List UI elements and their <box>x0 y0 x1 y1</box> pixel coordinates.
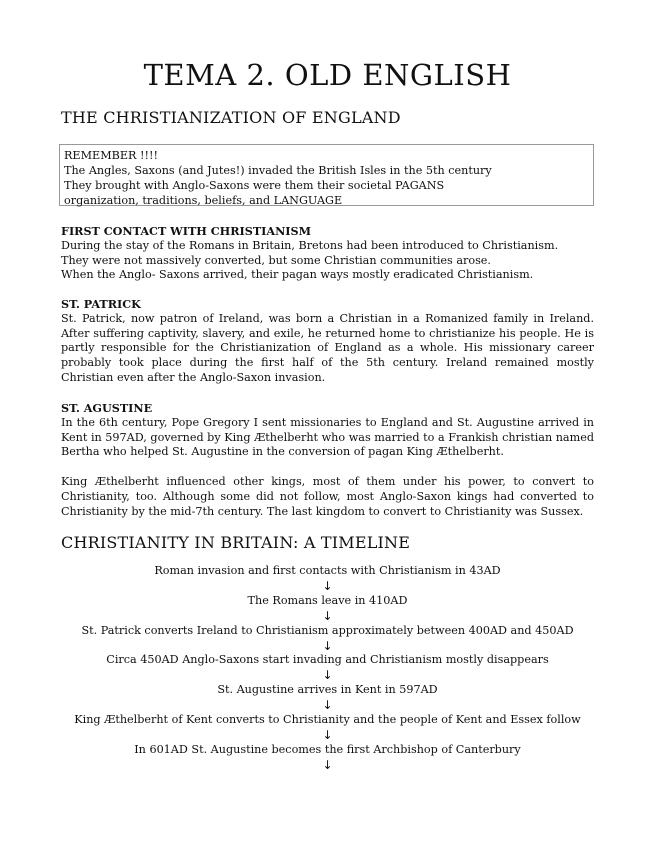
remember-line: organization, traditions, beliefs, and LANGUAGE <box>64 194 343 207</box>
timeline-item: St. Augustine arrives in Kent in 597AD <box>217 683 438 697</box>
timeline-item: The Romans leave in 410AD <box>247 593 408 607</box>
st-agustine-heading: ST. AGUSTINE <box>61 401 153 415</box>
down-arrow-icon: ↓ <box>322 638 333 653</box>
remember-line: They brought with Anglo-Saxons were them their societal PAGANS <box>64 179 445 192</box>
timeline-item: In 601AD St. Augustine becomes the first Archbishop of Canterbury <box>134 742 521 756</box>
down-arrow-icon: ↓ <box>322 578 333 593</box>
remember-line: The Angles, Saxons (and Jutes!) invaded the British Isles in the 5th century <box>64 164 492 177</box>
st-agustine-paragraph-1: In the 6th century, Pope Gregory I sent missionaries to England and St. Augustine arrived in Kent in 597AD, governed by King Æthelberht who was married to a Frankish christian named Bertha who helped St. Augustine in the conversion of pagan King Æthelberht. <box>61 415 594 459</box>
st-agustine-section <box>61 401 594 519</box>
timeline-item: Circa 450AD Anglo-Saxons start invading and Christianism mostly disappears <box>106 653 549 667</box>
page-title: TEMA 2. OLD ENGLISH <box>143 58 512 92</box>
remember-line: REMEMBER !!!! <box>64 149 159 162</box>
section-heading-christianization: THE CHRISTIANIZATION OF ENGLAND <box>61 108 401 127</box>
st-patrick-heading: ST. PATRICK <box>61 297 141 311</box>
st-patrick-paragraph: St. Patrick, now patron of Ireland, was born a Christian in a Romanized family in Ireland. After suffering captivity, slavery, and exile, he returned home to christianize his people. He is partly responsible for the Christianization of England as a whole. His missionary career probably took place during the first half of the 5th century. Ireland remained mostly Christian even after the Anglo-Saxon invasion. <box>61 311 594 384</box>
timeline-item: Roman invasion and first contacts with Christianism in 43AD <box>154 564 501 577</box>
st-agustine-paragraph-2: King Æthelberht influenced other kings, most of them under his power, to convert to Christianity, too. Although some did not follow, most Anglo-Saxon kings had converted to Christianity by the mid-7th century. The last kingdom to convert to Christianity was Sussex. <box>61 474 594 518</box>
timeline <box>0 564 655 773</box>
first-contact-heading: FIRST CONTACT WITH CHRISTIANISM <box>61 224 311 238</box>
down-arrow-icon: ↓ <box>322 757 333 772</box>
first-contact-line: When the Anglo- Saxons arrived, their pagan ways mostly eradicated Christianism. <box>61 268 534 282</box>
remember-box <box>59 144 594 206</box>
down-arrow-icon: ↓ <box>322 727 333 742</box>
timeline-item: St. Patrick converts Ireland to Christianism approximately between 400AD and 450AD <box>81 623 574 637</box>
down-arrow-icon: ↓ <box>322 668 333 683</box>
first-contact-line: During the stay of the Romans in Britain, Bretons had been introduced to Christianism. <box>61 238 559 252</box>
down-arrow-icon: ↓ <box>322 608 333 623</box>
timeline-item: King Æthelberht of Kent converts to Christianity and the people of Kent and Essex follow <box>74 713 581 727</box>
first-contact-section <box>61 224 594 283</box>
down-arrow-icon: ↓ <box>322 698 333 713</box>
st-patrick-section <box>61 297 594 386</box>
first-contact-line: They were not massively converted, but some Christian communities arose. <box>61 253 491 267</box>
section-heading-timeline: CHRISTIANITY IN BRITAIN: A TIMELINE <box>61 533 411 552</box>
